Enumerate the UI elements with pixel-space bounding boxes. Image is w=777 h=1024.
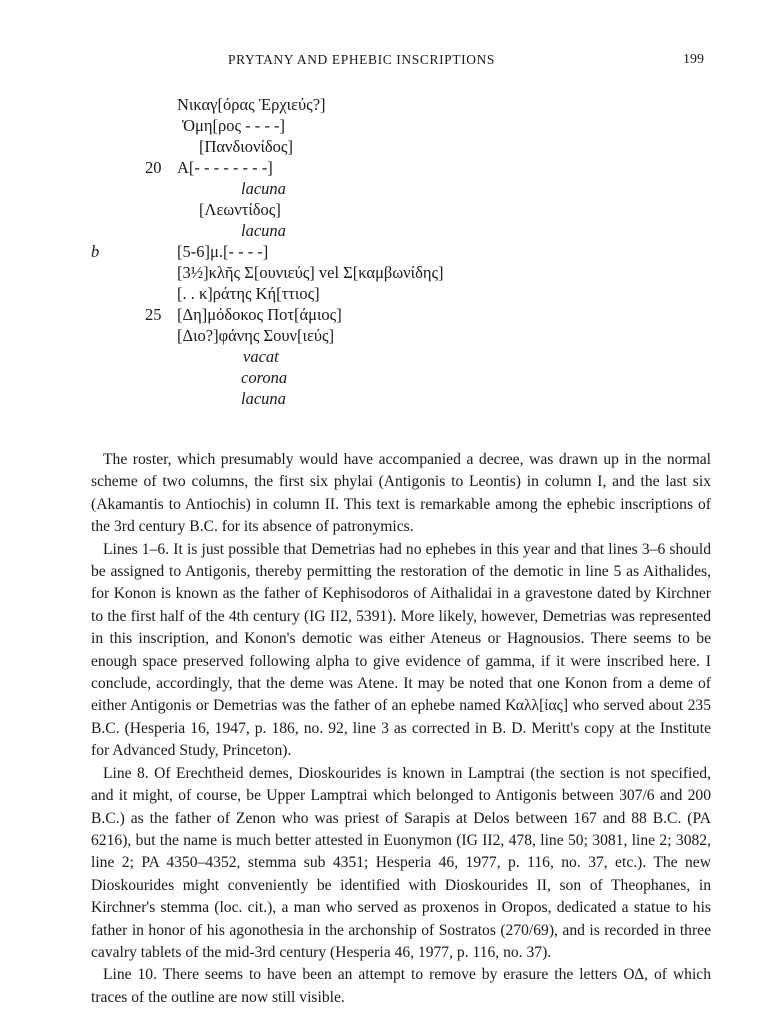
line-number: 25 <box>145 305 162 324</box>
inscription-line-text: Νικαγ[όρας Ἐρχιεύς?] <box>177 95 326 114</box>
inscription-line-text: Α[- - - - - - - -] <box>177 158 273 177</box>
running-header <box>0 52 777 72</box>
inscription-line <box>0 283 777 305</box>
inscription-line <box>0 157 777 179</box>
column-label: b <box>91 242 100 261</box>
inscription-line <box>0 115 777 137</box>
inscription-line-text: corona <box>241 368 288 387</box>
inscription-line-text: lacuna <box>241 221 286 240</box>
inscription-line-text: [Πανδιονίδος] <box>199 137 293 156</box>
inscription-line <box>0 304 777 326</box>
inscription-line-text: [. . κ]ράτης Κή[ττιος] <box>177 284 320 303</box>
inscription-line <box>0 346 777 368</box>
inscription-line-text: [3½]κλῆς Σ[ουνιεύς] vel Σ[καμβωνίδης] <box>177 263 444 282</box>
paragraph: Line 8. Of Erechtheid demes, Dioskourides is known in Lamptrai (the section is not specified, and it might, of course, be Upper Lamptrai which belonged to Antigonis between 307/6 and 200 B.C.) as the father of Zenon who was priest of Sarapis at Delos between 167 and 88 B.C. (PA 6216), but the name is much better attested in Euonymon (IG II2, 478, line 50; 3081, line 2; 3082, line 2; PA 4350–4352, stemma sub 4351; Hesperia 46, 1977, p. 116, no. 37, etc.). The new Dioskourides might conveniently be identified with Dioskourides II, son of Theophanes, in Kirchner's stemma (loc. cit.), a man who served as proxenos in Oropos, dedicated a statue to his father in honor of his agonothesia in the archonship of Sostratos (270/69), and is recorded in three cavalry tablets of the mid-3rd century (Hesperia 46, 1977, p. 116, no. 37). <box>91 764 711 961</box>
inscription-line <box>0 241 777 263</box>
inscription-line <box>0 388 777 410</box>
paragraph: The roster, which presumably would have accompanied a decree, was drawn up in the normal scheme of two columns, the first six phylai (Antigonis to Leontis) in column I, and the last six (Akamantis to Antiochis) in column II. This text is remarkable among the ephebic inscriptions of the 3rd century B.C. for its absence of patronymics. <box>91 451 711 536</box>
paragraph: Lines 1–6. It is just possible that Demetrias had no ephebes in this year and that lines 3–6 should be assigned to Antigonis, thereby permitting the restoration of the demotic in line 5 as Aithalides, for Konon is known as the father of Kephisodoros of Aithalidai in a gravestone dated by Kirchner to the first half of the 4th century (IG II2, 5391). More likely, however, Demetrias was represented in this inscription, and Konon's demotic was either Ateneus or Hagnousios. There seems to be enough space preserved following alpha to give evidence of gamma, if it were inscribed here. I conclude, accordingly, that the deme was Atene. It may be noted that one Konon from a deme of either Antigonis or Demetrias was the father of an ephebe named Καλλ[ίας] who served about 235 B.C. (Hesperia 16, 1947, p. 186, no. 92, line 3 as corrected in B. D. Meritt's copy at the Institute for Advanced Study, Princeton). <box>91 540 711 760</box>
inscription-line <box>0 199 777 221</box>
page-number: 199 <box>683 52 704 67</box>
inscription-line-text: [Λεωντίδος] <box>199 200 281 219</box>
inscription-line <box>0 367 777 389</box>
inscription-line <box>0 220 777 242</box>
inscription-line-text: [Δη]μόδοκος Ποτ[άμιος] <box>177 305 342 324</box>
inscription-line <box>0 325 777 347</box>
inscription-line-text: vacat <box>243 347 279 366</box>
inscription-line-text: [5-6]μ.[- - - -] <box>177 242 269 261</box>
line-number: 20 <box>145 158 162 177</box>
commentary-body <box>91 449 711 1009</box>
inscription-line-text: lacuna <box>241 389 286 408</box>
inscription-line <box>0 94 777 116</box>
inscription-line <box>0 136 777 158</box>
running-title: PRYTANY AND EPHEBIC INSCRIPTIONS <box>228 52 496 67</box>
inscription-line-text: Ὁμη[ρος - - - -] <box>182 116 286 135</box>
inscription-line <box>0 262 777 284</box>
inscription-line <box>0 178 777 200</box>
inscription-line-text: lacuna <box>241 179 286 198</box>
inscription-line-text: [Διο?]φάνης Σουν[ιεύς] <box>177 326 335 345</box>
paragraph: Line 10. There seems to have been an attempt to remove by erasure the letters ΟΔ, of which traces of the outline are now still visible. <box>91 966 711 1006</box>
